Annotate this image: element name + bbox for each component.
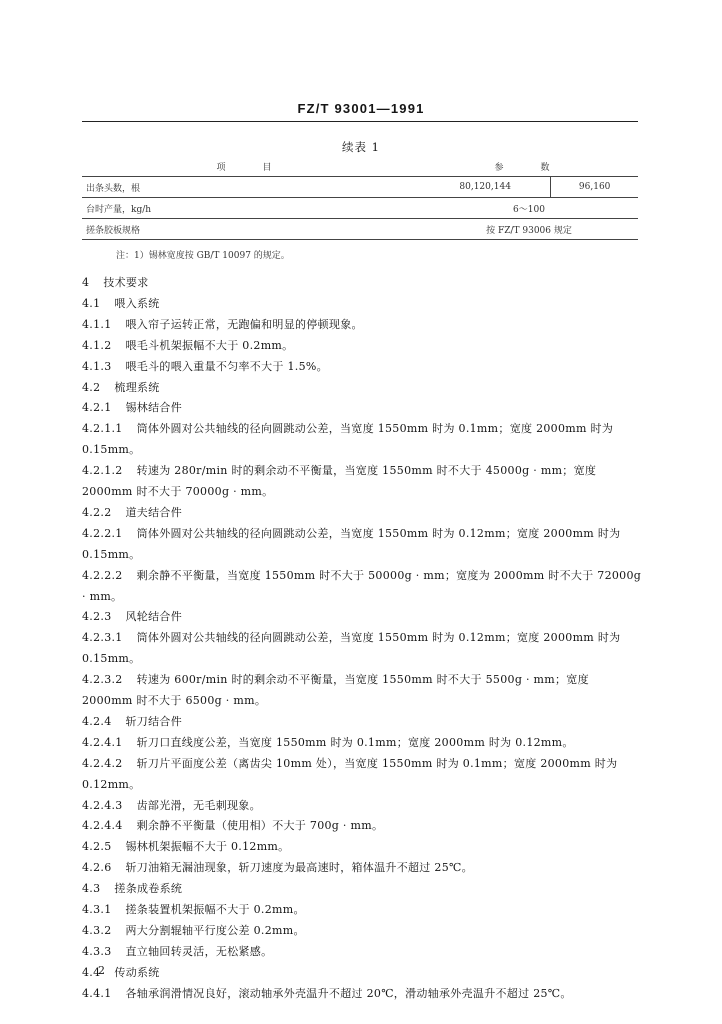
clause-text: 喂毛斗机架振幅不大于 0.2mm。 bbox=[125, 339, 294, 352]
clause-text: 剩余静不平衡量，当宽度 1550mm 时不大于 50000g · mm；宽度为 2000mm 时不大于 72000g bbox=[136, 569, 642, 582]
table-cell-value: 80,120,144 bbox=[420, 177, 551, 198]
clause-text: 转速为 280r/min 时的剩余动不平衡量，当宽度 1550mm 时不大于 45000g · mm；宽度 bbox=[136, 464, 597, 477]
clause-text: 喂入帘子运转正常，无跑偏和明显的停顿现象。 bbox=[125, 318, 363, 331]
clause-number: 4.2 bbox=[82, 381, 101, 394]
body-clause bbox=[82, 945, 272, 959]
standard-number-header: FZ/T 93001—1991 bbox=[297, 101, 425, 116]
body-clause bbox=[82, 569, 641, 583]
body-clause bbox=[82, 903, 305, 917]
clause-number: 4.2.4.1 bbox=[82, 736, 123, 749]
clause-text: 喂毛斗的喂入重量不匀率不大于 1.5%。 bbox=[125, 360, 328, 373]
table-cell-value: 96,160 bbox=[551, 177, 638, 198]
clause-number: 4.2.4 bbox=[82, 715, 112, 728]
clause-number: 4.3.1 bbox=[82, 903, 112, 916]
body-clause bbox=[82, 840, 289, 854]
body-clause bbox=[82, 610, 182, 624]
body-clause bbox=[82, 276, 149, 290]
body-clause bbox=[82, 631, 620, 645]
body-clause bbox=[82, 422, 613, 436]
body-line-continuation: · mm。 bbox=[82, 590, 123, 603]
clause-text: 斩刀片平面度公差（离齿尖 10mm 处），当宽度 1550mm 时为 0.1mm；宽度 2000mm 时为 bbox=[136, 757, 618, 770]
body-line-continuation: 2000mm 时不大于 70000g · mm。 bbox=[82, 485, 274, 498]
clause-text: 斩刀口直线度公差，当宽度 1550mm 时为 0.1mm；宽度 2000mm 时为 0.12mm。 bbox=[136, 736, 574, 749]
table-row bbox=[82, 177, 638, 198]
table-footnote: 注：1）锡林宽度按 GB/T 10097 的规定。 bbox=[116, 251, 290, 261]
body-clause bbox=[82, 819, 383, 833]
clause-text: 传动系统 bbox=[114, 966, 160, 979]
body-line-continuation: 0.15mm。 bbox=[82, 548, 141, 561]
clause-number: 4.4.1 bbox=[82, 987, 112, 1000]
clause-text: 筒体外圆对公共轴线的径向圆跳动公差，当宽度 1550mm 时为 0.12mm；宽度 2000mm 时为 bbox=[136, 527, 621, 540]
header-rule bbox=[82, 121, 638, 122]
clause-number: 4.2.2.1 bbox=[82, 527, 123, 540]
body-clause bbox=[82, 987, 572, 1001]
col-header-param: 参 数 bbox=[420, 156, 638, 177]
body-line-continuation: 0.12mm。 bbox=[82, 778, 141, 791]
body-clause bbox=[82, 360, 328, 374]
clause-number: 4.3.2 bbox=[82, 924, 112, 937]
clause-number: 4.2.2.2 bbox=[82, 569, 123, 582]
clause-number: 4 bbox=[82, 276, 90, 289]
clause-text: 转速为 600r/min 时的剩余动不平衡量，当宽度 1550mm 时不大于 5500g · mm；宽度 bbox=[136, 673, 589, 686]
clause-number: 4.2.6 bbox=[82, 861, 112, 874]
spec-table bbox=[82, 156, 638, 240]
clause-number: 4.1.1 bbox=[82, 318, 112, 331]
clause-number: 4.2.5 bbox=[82, 840, 112, 853]
body-clause bbox=[82, 506, 182, 520]
clause-text: 锡林机架振幅不大于 0.12mm。 bbox=[125, 840, 290, 853]
body-clause bbox=[82, 318, 363, 332]
body-clause bbox=[82, 715, 182, 729]
clause-number: 4.2.3.2 bbox=[82, 673, 123, 686]
body-clause bbox=[82, 401, 182, 415]
clause-number: 4.2.1 bbox=[82, 401, 112, 414]
clause-text: 斩刀结合件 bbox=[125, 715, 182, 728]
clause-text: 各轴承润滑情况良好，滚动轴承外壳温升不超过 20℃，滑动轴承外壳温升不超过 25℃。 bbox=[125, 987, 572, 1000]
clause-text: 道夫结合件 bbox=[125, 506, 182, 519]
clause-text: 直立轴回转灵活，无松紧感。 bbox=[125, 945, 273, 958]
clause-number: 4.2.1.2 bbox=[82, 464, 123, 477]
table-cell-value: 按 FZ/T 93006 规定 bbox=[420, 219, 638, 240]
clause-text: 搓条装置机架振幅不大于 0.2mm。 bbox=[125, 903, 305, 916]
clause-text: 齿部光滑，无毛刺现象。 bbox=[136, 799, 261, 812]
clause-text: 筒体外圆对公共轴线的径向圆跳动公差，当宽度 1550mm 时为 0.12mm；宽度 2000mm 时为 bbox=[136, 631, 621, 644]
clause-number: 4.2.3.1 bbox=[82, 631, 123, 644]
page-number: 2 bbox=[98, 964, 105, 977]
body-clause bbox=[82, 799, 261, 813]
table-cell-item: 台时产量，kg/h bbox=[82, 198, 420, 219]
clause-text: 技术要求 bbox=[103, 276, 149, 289]
clause-number: 4.2.1.1 bbox=[82, 422, 123, 435]
clause-text: 锡林结合件 bbox=[125, 401, 182, 414]
clause-text: 搓条成卷系统 bbox=[114, 882, 183, 895]
body-clause bbox=[82, 757, 617, 771]
body-clause bbox=[82, 527, 620, 541]
clause-number: 4.3.3 bbox=[82, 945, 112, 958]
clause-number: 4.2.3 bbox=[82, 610, 112, 623]
table-cell-value: 6～100 bbox=[420, 198, 638, 219]
body-line-continuation: 0.15mm。 bbox=[82, 652, 141, 665]
clause-number: 4.4 bbox=[82, 966, 101, 979]
clause-number: 4.1.2 bbox=[82, 339, 112, 352]
table-cell-item: 出条头数，根 bbox=[82, 177, 420, 198]
body-clause bbox=[82, 464, 596, 478]
clause-number: 4.2.2 bbox=[82, 506, 112, 519]
table-row bbox=[82, 219, 638, 240]
clause-number: 4.1.3 bbox=[82, 360, 112, 373]
clause-number: 4.2.4.2 bbox=[82, 757, 123, 770]
body-clause bbox=[82, 381, 160, 395]
body-line-continuation: 2000mm 时不大于 6500g · mm。 bbox=[82, 694, 267, 707]
col-header-item: 项 目 bbox=[82, 156, 420, 177]
table-header-row bbox=[82, 156, 638, 177]
clause-text: 梳理系统 bbox=[114, 381, 160, 394]
body-clause bbox=[82, 673, 589, 687]
clause-number: 4.3 bbox=[82, 882, 101, 895]
clause-number: 4.2.4.4 bbox=[82, 819, 123, 832]
clause-text: 两大分割辊轴平行度公差 0.2mm。 bbox=[125, 924, 305, 937]
clause-text: 筒体外圆对公共轴线的径向圆跳动公差，当宽度 1550mm 时为 0.1mm；宽度 2000mm 时为 bbox=[136, 422, 614, 435]
clause-text: 剩余静不平衡量（使用相）不大于 700g · mm。 bbox=[136, 819, 384, 832]
body-clause bbox=[82, 339, 293, 353]
body-clause bbox=[82, 966, 160, 980]
clause-number: 4.2.4.3 bbox=[82, 799, 123, 812]
table-row bbox=[82, 198, 638, 219]
body-line-continuation: 0.15mm。 bbox=[82, 443, 141, 456]
body-clause bbox=[82, 924, 305, 938]
body-clause bbox=[82, 861, 473, 875]
clause-number: 4.1 bbox=[82, 297, 101, 310]
body-clause bbox=[82, 297, 160, 311]
table-title: 续表 1 bbox=[342, 140, 380, 154]
clause-text: 斩刀油箱无漏油现象，斩刀速度为最高速时，箱体温升不超过 25℃。 bbox=[125, 861, 473, 874]
table-cell-item: 搓条胶板规格 bbox=[82, 219, 420, 240]
clause-text: 喂入系统 bbox=[114, 297, 160, 310]
body-clause bbox=[82, 882, 182, 896]
clause-text: 风轮结合件 bbox=[125, 610, 182, 623]
body-clause bbox=[82, 736, 574, 750]
